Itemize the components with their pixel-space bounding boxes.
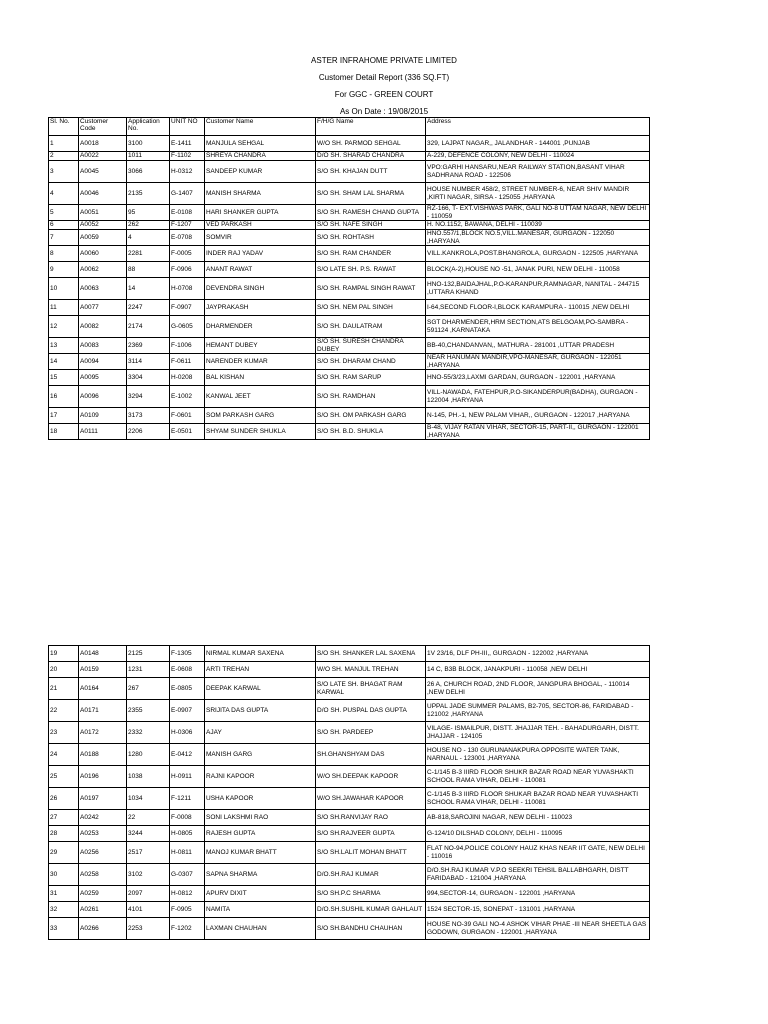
table-cell: 32 bbox=[49, 902, 79, 918]
table-cell: USHA KAPOOR bbox=[205, 788, 316, 810]
table-row bbox=[49, 810, 650, 826]
table-cell: AB-818,SAROJINI NAGAR, NEW DELHI - 110023 bbox=[426, 810, 650, 826]
table-cell: VED PARKASH bbox=[205, 221, 316, 230]
table-cell: 20 bbox=[49, 662, 79, 678]
table-cell: A-229, DEFENCE COLONY, NEW DELHI - 110024 bbox=[426, 152, 650, 161]
table-cell: E-0412 bbox=[170, 744, 205, 766]
table-cell: 1 bbox=[49, 136, 79, 152]
table-cell: 262 bbox=[127, 221, 170, 230]
table-cell: SHREYA CHANDRA bbox=[205, 152, 316, 161]
table-cell: S/O SH.RANVIJAY RAO bbox=[316, 810, 426, 826]
table-cell: 2517 bbox=[127, 842, 170, 864]
table-cell: F-0005 bbox=[170, 246, 205, 262]
table-cell: MANISH GARG bbox=[205, 744, 316, 766]
table-cell: 3102 bbox=[127, 864, 170, 886]
table-cell: 29 bbox=[49, 842, 79, 864]
col-header: Customer Code bbox=[79, 118, 127, 136]
table-cell: A0046 bbox=[79, 183, 127, 205]
table-cell: BB-40,CHANDANVAN,, MATHURA - 281001 ,UTTAR PRADESH bbox=[426, 338, 650, 354]
table-row bbox=[49, 902, 650, 918]
table-cell: SGT DHARMENDER,HRM SECTION,ATS BELGOAM,PO-SAMBRA - 591124 ,KARNATAKA bbox=[426, 316, 650, 338]
table-cell: A0197 bbox=[79, 788, 127, 810]
table-cell: LAXMAN CHAUHAN bbox=[205, 918, 316, 940]
table-cell: H-0708 bbox=[170, 278, 205, 300]
table-cell: 1524 SECTOR-15, SONEPAT - 131001 ,HARYANA bbox=[426, 902, 650, 918]
table-cell: S/O LATE SH. P.S. RAWAT bbox=[316, 262, 426, 278]
table-row bbox=[49, 205, 650, 221]
table-row bbox=[49, 646, 650, 662]
table-cell: 1034 bbox=[127, 788, 170, 810]
table-cell: JAYPRAKASH bbox=[205, 300, 316, 316]
table-cell: 5 bbox=[49, 205, 79, 221]
table-cell: F-0907 bbox=[170, 300, 205, 316]
table-cell: E-0108 bbox=[170, 205, 205, 221]
table-cell: 30 bbox=[49, 864, 79, 886]
table-cell: 18 bbox=[49, 424, 79, 440]
table-cell: 2125 bbox=[127, 646, 170, 662]
table-cell: A0196 bbox=[79, 766, 127, 788]
table-cell: S/O SH. DAULATRAM bbox=[316, 316, 426, 338]
company-name: ASTER INFRAHOME PRIVATE LIMITED bbox=[311, 56, 457, 65]
table-row bbox=[49, 221, 650, 230]
table-cell: HEMANT DUBEY bbox=[205, 338, 316, 354]
table-row bbox=[49, 918, 650, 940]
table-cell: HARI SHANKER GUPTA bbox=[205, 205, 316, 221]
table-row bbox=[49, 152, 650, 161]
table-cell: 14 bbox=[127, 278, 170, 300]
table-cell: 88 bbox=[127, 262, 170, 278]
table-cell: E-0708 bbox=[170, 230, 205, 246]
table-cell: S/O SH. ROHTASH bbox=[316, 230, 426, 246]
table-cell: A0164 bbox=[79, 678, 127, 700]
table-cell: W/O SH. PARMOD SEHGAL bbox=[316, 136, 426, 152]
table-cell: 12 bbox=[49, 316, 79, 338]
table-cell: 3 bbox=[49, 161, 79, 183]
table-cell: SANDEEP KUMAR bbox=[205, 161, 316, 183]
table-cell: A0018 bbox=[79, 136, 127, 152]
col-header: Customer Name bbox=[205, 118, 316, 136]
table-cell: RAJNI KAPOOR bbox=[205, 766, 316, 788]
table-cell: A0052 bbox=[79, 221, 127, 230]
table-cell: 26 A, CHURCH ROAD, 2ND FLOOR, JANGPURA BHOGAL, - 110014 ,NEW DELHI bbox=[426, 678, 650, 700]
table-cell: RAJESH GUPTA bbox=[205, 826, 316, 842]
table-cell: S/O SH. RAM SARUP bbox=[316, 370, 426, 386]
table-cell: SONI LAKSHMI RAO bbox=[205, 810, 316, 826]
table-cell: A0059 bbox=[79, 230, 127, 246]
table-cell: C-1/145 B-3 IIIRD FLOOR SHUKAR BAZAR ROAD NEAR YUVASHAKTI SCHOOL RAMA VIHAR, DELHI - 110081 bbox=[426, 788, 650, 810]
table-cell: 16 bbox=[49, 386, 79, 408]
table-cell: 25 bbox=[49, 766, 79, 788]
table-cell: HOUSE NO-39 GALI NO-4 ASHOK VIHAR PHAE -III NEAR SHEETLA GAS GODOWN, GURGAON - 122001 ,HARYANA bbox=[426, 918, 650, 940]
table-cell: 31 bbox=[49, 886, 79, 902]
table-cell: S/O SH. OM PARKASH GARG bbox=[316, 408, 426, 424]
report-title: Customer Detail Report (336 SQ.FT) bbox=[318, 73, 450, 82]
table-row bbox=[49, 744, 650, 766]
table-cell: A0077 bbox=[79, 300, 127, 316]
table-row bbox=[49, 161, 650, 183]
table-cell: A0083 bbox=[79, 338, 127, 354]
table-cell: S/O SH.P.C SHARMA bbox=[316, 886, 426, 902]
table-row bbox=[49, 864, 650, 886]
table-row bbox=[49, 354, 650, 370]
table-cell: SRIJITA DAS GUPTA bbox=[205, 700, 316, 722]
table-cell: H. NO.1152, BAWANA, DELHI - 110039 bbox=[426, 221, 650, 230]
table-cell: S/O SH. SURESH CHANDRA DUBEY bbox=[316, 338, 426, 354]
table-cell: SOM PARKASH GARG bbox=[205, 408, 316, 424]
table-cell: NEAR HANUMAN MANDIR,VPO-MANESAR, GURGAON - 122051 ,HARYANA bbox=[426, 354, 650, 370]
table-cell: F-1006 bbox=[170, 338, 205, 354]
table-cell: DEEPAK KARWAL bbox=[205, 678, 316, 700]
table-cell: 1038 bbox=[127, 766, 170, 788]
table-row bbox=[49, 722, 650, 744]
table-row bbox=[49, 842, 650, 864]
table-cell: SOMVIR bbox=[205, 230, 316, 246]
table-cell: 2135 bbox=[127, 183, 170, 205]
table-cell: NARENDER KUMAR bbox=[205, 354, 316, 370]
table-cell: G-0605 bbox=[170, 316, 205, 338]
table-cell: D/O SH. SHARAD CHANDRA bbox=[316, 152, 426, 161]
table-cell: 28 bbox=[49, 826, 79, 842]
table-cell: F-0601 bbox=[170, 408, 205, 424]
table-cell: A0096 bbox=[79, 386, 127, 408]
table-cell: BAL KISHAN bbox=[205, 370, 316, 386]
table-row bbox=[49, 408, 650, 424]
col-header: F/H/G Name bbox=[316, 118, 426, 136]
table-cell: N-145, PH.-1, NEW PALAM VIHAR,, GURGAON - 122017 ,HARYANA bbox=[426, 408, 650, 424]
table-cell: S/O SH.BANDHU CHAUHAN bbox=[316, 918, 426, 940]
table-row bbox=[49, 424, 650, 440]
table-cell: E-0805 bbox=[170, 678, 205, 700]
table-cell: A0045 bbox=[79, 161, 127, 183]
table-row bbox=[49, 766, 650, 788]
table-cell: 3100 bbox=[127, 136, 170, 152]
table-cell: 4 bbox=[49, 183, 79, 205]
table-cell: 15 bbox=[49, 370, 79, 386]
table-row bbox=[49, 700, 650, 722]
table-cell: W/O SH.DEEPAK KAPOOR bbox=[316, 766, 426, 788]
table-cell: 329, LAJPAT NAGAR,, JALANDHAR - 144001 ,PUNJAB bbox=[426, 136, 650, 152]
table-cell: W/O SH. MANJUL TREHAN bbox=[316, 662, 426, 678]
table-cell: W/O SH.JAWAHAR KAPOOR bbox=[316, 788, 426, 810]
table-cell: 26 bbox=[49, 788, 79, 810]
table-cell: D/O.SH.SUSHIL KUMAR GAHLAUT bbox=[316, 902, 426, 918]
table-cell: S/O SH. B.D. SHUKLA bbox=[316, 424, 426, 440]
table-cell: 1011 bbox=[127, 152, 170, 161]
table-cell: S/O SH. NEM PAL SINGH bbox=[316, 300, 426, 316]
table-cell: 23 bbox=[49, 722, 79, 744]
table-cell: S/O SH.RAJVEER GUPTA bbox=[316, 826, 426, 842]
customer-table-page-2 bbox=[48, 645, 650, 940]
table-cell: 22 bbox=[127, 810, 170, 826]
table-cell: F-1207 bbox=[170, 221, 205, 230]
table-row bbox=[49, 662, 650, 678]
table-cell: INDER RAJ YADAV bbox=[205, 246, 316, 262]
table-row bbox=[49, 678, 650, 700]
table-cell: A0242 bbox=[79, 810, 127, 826]
table-cell: 2253 bbox=[127, 918, 170, 940]
col-header: Address bbox=[426, 118, 650, 136]
table-cell: A0159 bbox=[79, 662, 127, 678]
table-cell: A0266 bbox=[79, 918, 127, 940]
table-row bbox=[49, 183, 650, 205]
table-cell: HNO-132,BAIDAJHAL,P.O-KARANPUR,RAMNAGAR, NANITAL - 244715 ,UTTARA KHAND bbox=[426, 278, 650, 300]
table-cell: BLOCK(A-2),HOUSE NO -51, JANAK PURI, NEW DELHI - 110058 bbox=[426, 262, 650, 278]
table-cell: 8 bbox=[49, 246, 79, 262]
customer-table-page-1 bbox=[48, 117, 650, 440]
table-row bbox=[49, 826, 650, 842]
table-cell: H-0812 bbox=[170, 886, 205, 902]
table-cell: G-124/10 DILSHAD COLONY, DELHI - 110095 bbox=[426, 826, 650, 842]
table-cell: A0256 bbox=[79, 842, 127, 864]
table-cell: 3173 bbox=[127, 408, 170, 424]
table-cell: SH.GHANSHYAM DAS bbox=[316, 744, 426, 766]
table-cell: A0095 bbox=[79, 370, 127, 386]
table-cell: S/O SH. RAMPAL SINGH RAWAT bbox=[316, 278, 426, 300]
table-cell: A0253 bbox=[79, 826, 127, 842]
table-row bbox=[49, 262, 650, 278]
table-cell: A0109 bbox=[79, 408, 127, 424]
table-cell: HNO.557/1,BLOCK NO.5,VILL.MANESAR, GURGAON - 122050 ,HARYANA bbox=[426, 230, 650, 246]
table-row bbox=[49, 338, 650, 354]
table-cell: MANOJ KUMAR BHATT bbox=[205, 842, 316, 864]
table-cell: 3304 bbox=[127, 370, 170, 386]
table-row bbox=[49, 370, 650, 386]
table-cell: 11 bbox=[49, 300, 79, 316]
table-cell: S/O SH. KHAJAN DUTT bbox=[316, 161, 426, 183]
table-cell: S/O SH. RAMDHAN bbox=[316, 386, 426, 408]
table-row bbox=[49, 886, 650, 902]
table-cell: A0188 bbox=[79, 744, 127, 766]
table-cell: 2281 bbox=[127, 246, 170, 262]
table-cell: 27 bbox=[49, 810, 79, 826]
table-cell: FLAT NO-94,POLICE COLONY HAUZ KHAS NEAR IIT GATE, NEW DELHI - 110016 bbox=[426, 842, 650, 864]
table-cell: 1280 bbox=[127, 744, 170, 766]
table-cell: 1V 23/16, DLF PH-III,, GURGAON - 122002 ,HARYANA bbox=[426, 646, 650, 662]
table-cell: 2097 bbox=[127, 886, 170, 902]
table-cell: A0060 bbox=[79, 246, 127, 262]
table-cell: MANISH SHARMA bbox=[205, 183, 316, 205]
table-cell: RZ-166, T- EXT.VISHWAS PARK, GALI NO-8 UTTAM NAGAR, NEW DELHI - 110059 bbox=[426, 205, 650, 221]
table-cell: S/O SH. RAM CHANDER bbox=[316, 246, 426, 262]
table-cell: A0051 bbox=[79, 205, 127, 221]
table-cell: E-1002 bbox=[170, 386, 205, 408]
table-cell: A0171 bbox=[79, 700, 127, 722]
table-cell: G-0307 bbox=[170, 864, 205, 886]
table-cell: 2332 bbox=[127, 722, 170, 744]
table-cell: B-48, VIJAY RATAN VIHAR, SECTOR-15, PART-II,, GURGAON - 122001 ,HARYANA bbox=[426, 424, 650, 440]
table-row bbox=[49, 136, 650, 152]
table-cell: F-1211 bbox=[170, 788, 205, 810]
table-cell: S/O SH. PARDEEP bbox=[316, 722, 426, 744]
table-cell: E-1411 bbox=[170, 136, 205, 152]
table-cell: NAMITA bbox=[205, 902, 316, 918]
table-cell: S/O SH. SHANKER LAL SAXENA bbox=[316, 646, 426, 662]
table-cell: 7 bbox=[49, 230, 79, 246]
table-cell: S/O SH. DHARAM CHAND bbox=[316, 354, 426, 370]
table-cell: VILL-NAWADA, FATEHPUR,P.O-SIKANDERPUR(BADHA), GURGAON - 122004 ,HARYANA bbox=[426, 386, 650, 408]
table-cell: E-0907 bbox=[170, 700, 205, 722]
table-cell: VPO:GARHI HANSARU,NEAR RAILWAY STATION,BASANT VIHAR SADHRANA ROAD - 122506 bbox=[426, 161, 650, 183]
table-cell: S/O LATE SH. BHAGAT RAM KARWAL bbox=[316, 678, 426, 700]
table-cell: 14 C, B3B BLOCK, JANAKPURI - 110058 ,NEW DELHI bbox=[426, 662, 650, 678]
table-cell: 22 bbox=[49, 700, 79, 722]
table-cell: G-1407 bbox=[170, 183, 205, 205]
table-cell: S/O SH.LALIT MOHAN BHATT bbox=[316, 842, 426, 864]
table-cell: 2 bbox=[49, 152, 79, 161]
table-cell: 3066 bbox=[127, 161, 170, 183]
table-cell: 267 bbox=[127, 678, 170, 700]
table-cell: 4 bbox=[127, 230, 170, 246]
table-row bbox=[49, 278, 650, 300]
table-cell: HNO-55/3/23,LAXMI GARDAN, GURGAON - 122001 ,HARYANA bbox=[426, 370, 650, 386]
table-cell: E-0501 bbox=[170, 424, 205, 440]
table-cell: F-0906 bbox=[170, 262, 205, 278]
table-cell: S/O SH. NAFE SINGH bbox=[316, 221, 426, 230]
table-cell: A0062 bbox=[79, 262, 127, 278]
table-cell: H-0208 bbox=[170, 370, 205, 386]
table-cell: 2247 bbox=[127, 300, 170, 316]
table-row bbox=[49, 788, 650, 810]
table-cell: UPPAL JADE SUMMER PALAMS, B2-705, SECTOR-86, FARIDABAD - 121002 ,HARYANA bbox=[426, 700, 650, 722]
table-cell: 21 bbox=[49, 678, 79, 700]
table-row bbox=[49, 386, 650, 408]
table-cell: 994,SECTOR-14, GURGAON - 122001 ,HARYANA bbox=[426, 886, 650, 902]
table-cell: DEVENDRA SINGH bbox=[205, 278, 316, 300]
table-cell: 95 bbox=[127, 205, 170, 221]
table-cell: 4101 bbox=[127, 902, 170, 918]
table-cell: 17 bbox=[49, 408, 79, 424]
table-cell: A0022 bbox=[79, 152, 127, 161]
table-cell: C-1/145 B-3 IIIRD FLOOR SHUKR BAZAR ROAD NEAR YUVASHAKTI SCHOOL RAMA VIHAR, DELHI - 110081 bbox=[426, 766, 650, 788]
table-cell: 6 bbox=[49, 221, 79, 230]
table-cell: KANWAL JEET bbox=[205, 386, 316, 408]
table-cell: A0172 bbox=[79, 722, 127, 744]
col-header: Sl. No. bbox=[49, 118, 79, 136]
table-cell: NIRMAL KUMAR SAXENA bbox=[205, 646, 316, 662]
table-cell: F-0611 bbox=[170, 354, 205, 370]
table-cell: 10 bbox=[49, 278, 79, 300]
table-cell: 14 bbox=[49, 354, 79, 370]
table-cell: A0259 bbox=[79, 886, 127, 902]
table-row bbox=[49, 316, 650, 338]
table-cell: AJAY bbox=[205, 722, 316, 744]
table-cell: F-0008 bbox=[170, 810, 205, 826]
table-cell: A0258 bbox=[79, 864, 127, 886]
table-cell: APURV DIXIT bbox=[205, 886, 316, 902]
table-cell: 2369 bbox=[127, 338, 170, 354]
table-cell: 13 bbox=[49, 338, 79, 354]
col-header: UNIT NO bbox=[170, 118, 205, 136]
table-cell: F-1202 bbox=[170, 918, 205, 940]
table-cell: I-64,SECOND FLOOR-I,BLOCK KARAMPURA - 110015 ,NEW DELHI bbox=[426, 300, 650, 316]
table-cell: 3244 bbox=[127, 826, 170, 842]
table-cell: A0094 bbox=[79, 354, 127, 370]
table-cell: MANJULA SEHGAL bbox=[205, 136, 316, 152]
table-row bbox=[49, 300, 650, 316]
table-cell: F-0905 bbox=[170, 902, 205, 918]
table-row bbox=[49, 246, 650, 262]
table-cell: 2355 bbox=[127, 700, 170, 722]
table-cell: S/O SH. SHAM LAL SHARMA bbox=[316, 183, 426, 205]
table-cell: HOUSE NUMBER 458/2, STREET NUMBER-6, NEAR SHIV MANDIR ,KIRTI NAGAR, SIRSA - 125055 ,HARYANA bbox=[426, 183, 650, 205]
table-cell: 3114 bbox=[127, 354, 170, 370]
table-cell: 33 bbox=[49, 918, 79, 940]
table-cell: 2174 bbox=[127, 316, 170, 338]
table-cell: H-0811 bbox=[170, 842, 205, 864]
table-cell: DHARMENDER bbox=[205, 316, 316, 338]
table-cell: VILL.KANKROLA,POST.BHANGROLA, GURGAON - 122505 ,HARYANA bbox=[426, 246, 650, 262]
as-on-date: As On Date : 19/08/2015 bbox=[339, 107, 429, 116]
table-cell: A0148 bbox=[79, 646, 127, 662]
table-cell: A0111 bbox=[79, 424, 127, 440]
table-cell: E-0608 bbox=[170, 662, 205, 678]
table-cell: D/O SH. PUSPAL DAS GUPTA bbox=[316, 700, 426, 722]
table-cell: 1231 bbox=[127, 662, 170, 678]
table-cell: H-0306 bbox=[170, 722, 205, 744]
table-cell: A0261 bbox=[79, 902, 127, 918]
table-cell: H-0312 bbox=[170, 161, 205, 183]
table-cell: HOUSE NO - 130 GURUNANAKPURA OPPOSITE WATER TANK, NARNAUL - 123001 ,HARYANA bbox=[426, 744, 650, 766]
table-cell: F-1305 bbox=[170, 646, 205, 662]
table-cell: A0063 bbox=[79, 278, 127, 300]
table-cell: 9 bbox=[49, 262, 79, 278]
project-title: For GGC - GREEN COURT bbox=[334, 90, 434, 99]
table-cell: D/O.SH.RAJ KUMAR V.P.O SEEKRI TEHSIL BALLABHGARH, DISTT FARIDABAD - 121004 ,HARYANA bbox=[426, 864, 650, 886]
table-row bbox=[49, 230, 650, 246]
table-cell: 2206 bbox=[127, 424, 170, 440]
table-header-row bbox=[49, 118, 650, 136]
table-cell: F-1102 bbox=[170, 152, 205, 161]
table-cell: ANANT RAWAT bbox=[205, 262, 316, 278]
table-cell: 19 bbox=[49, 646, 79, 662]
table-cell: S/O SH. RAMESH CHAND GUPTA bbox=[316, 205, 426, 221]
table-cell: H-0805 bbox=[170, 826, 205, 842]
table-cell: 3294 bbox=[127, 386, 170, 408]
table-cell: 24 bbox=[49, 744, 79, 766]
table-cell: SHYAM SUNDER SHUKLA bbox=[205, 424, 316, 440]
table-cell: SAPNA SHARMA bbox=[205, 864, 316, 886]
table-cell: D/O.SH.RAJ KUMAR bbox=[316, 864, 426, 886]
col-header: Application No. bbox=[127, 118, 170, 136]
table-cell: ARTI TREHAN bbox=[205, 662, 316, 678]
table-cell: A0082 bbox=[79, 316, 127, 338]
table-cell: VILAGE- ISMAILPUR, DISTT. JHAJJAR TEH. - BAHADURGARH, DISTT. JHAJJAR - 124105 bbox=[426, 722, 650, 744]
table-cell: H-0911 bbox=[170, 766, 205, 788]
